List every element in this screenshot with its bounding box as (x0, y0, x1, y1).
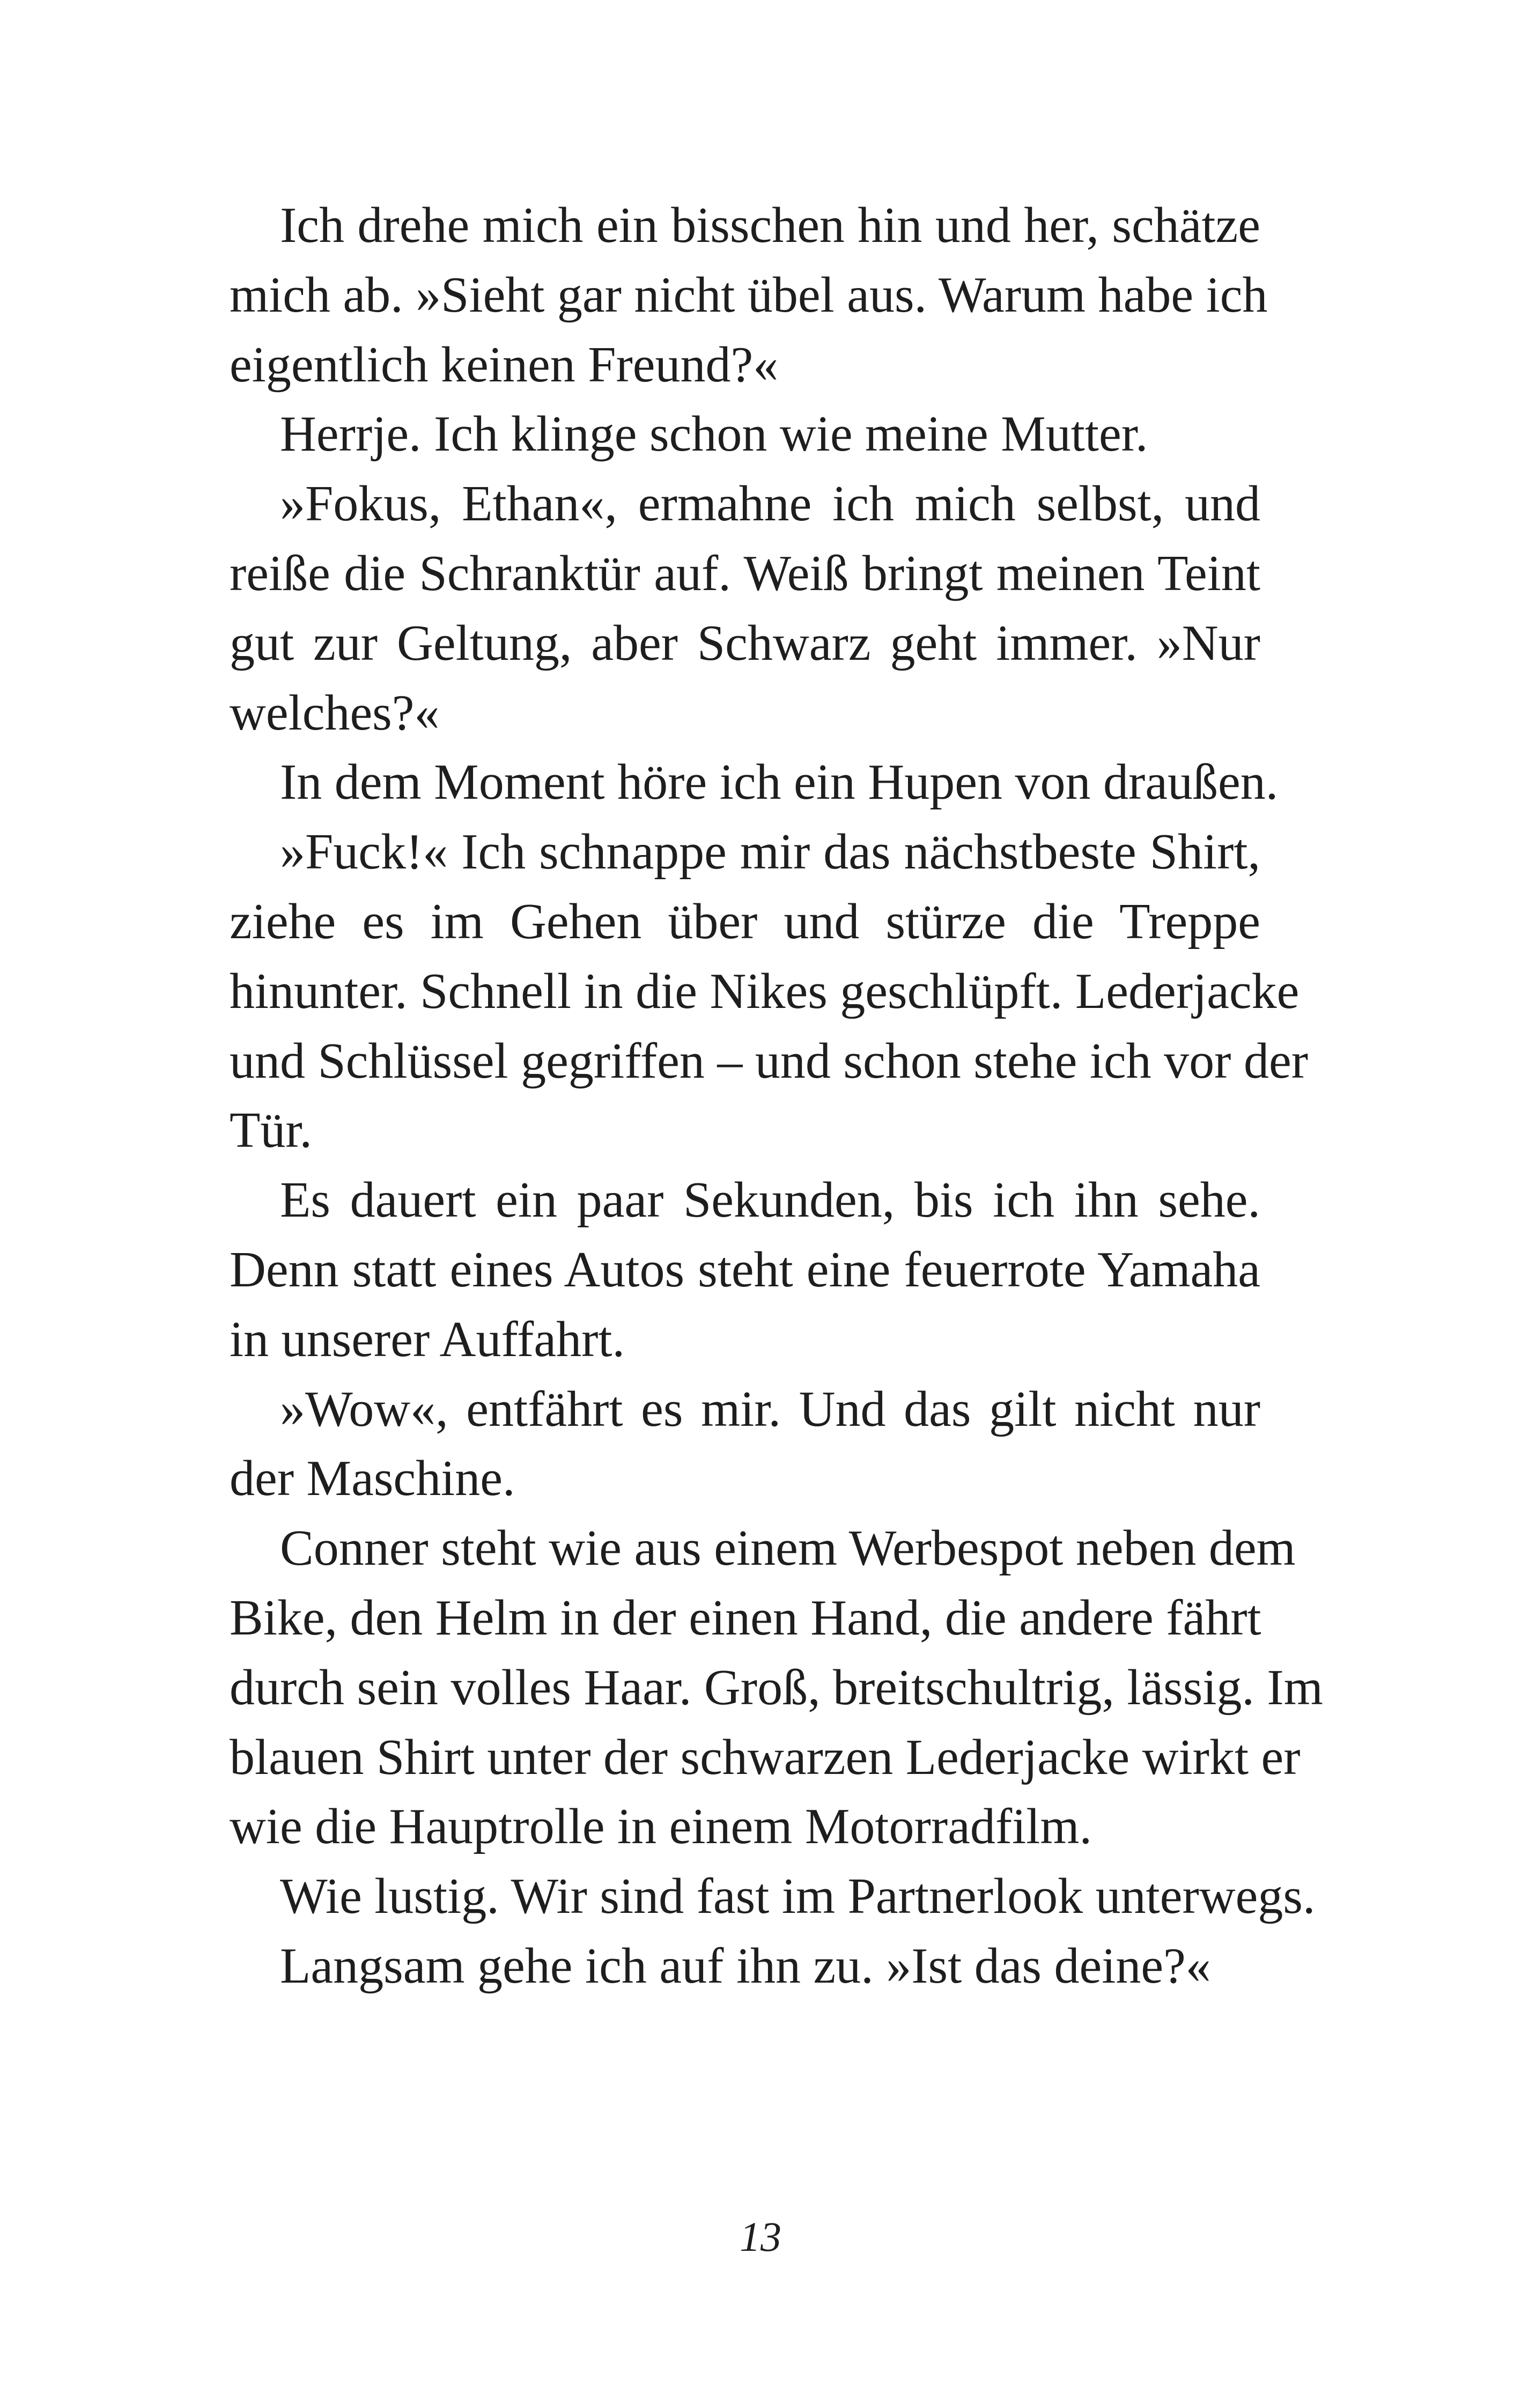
text-line: »Fokus, Ethan«, ermahne ich mich selbst, und (280, 476, 1260, 532)
text-line: Wie lustig. Wir sind fast im Partnerlook unterwegs. (280, 1868, 1316, 1925)
text-line: reiße die Schranktür auf. Weiß bringt meinen Teint (230, 545, 1260, 601)
text-line: blauen Shirt unter der schwarzen Lederjacke wirkt er (230, 1729, 1301, 1785)
text-line: durch sein volles Haar. Groß, breitschultrig, lässig. Im (230, 1659, 1323, 1715)
text-line: »Wow«, entfährt es mir. Und das gilt nicht nur (280, 1381, 1260, 1437)
text-line: Tür. (230, 1102, 313, 1159)
text-line: eigentlich keinen Freund?« (230, 336, 779, 393)
text-line: Ich drehe mich ein bisschen hin und her, schätze (280, 197, 1260, 253)
text-line: gut zur Geltung, aber Schwarz geht immer. »Nur (230, 615, 1260, 671)
text-line: Herrje. Ich klinge schon wie meine Mutter. (280, 406, 1148, 462)
text-line: In dem Moment höre ich ein Hupen von draußen. (280, 754, 1279, 811)
body-text (230, 191, 1323, 2001)
text-line: Es dauert ein paar Sekunden, bis ich ihn sehe. (280, 1172, 1260, 1228)
text-line: in unserer Auffahrt. (230, 1311, 625, 1367)
text-line: mich ab. »Sieht gar nicht übel aus. Warum habe ich (230, 267, 1268, 323)
text-line: Langsam gehe ich auf ihn zu. »Ist das deine?« (280, 1938, 1211, 1994)
text-line: welches?« (230, 684, 440, 741)
text-line: und Schlüssel gegriffen – und schon stehe ich vor der (230, 1033, 1308, 1089)
text-line: Denn statt eines Autos steht eine feuerrote Yamaha (230, 1241, 1260, 1298)
text-line: Bike, den Helm in der einen Hand, die andere fährt (230, 1589, 1261, 1646)
text-line: der Maschine. (230, 1450, 515, 1507)
text-line: wie die Hauptrolle in einem Motorradfilm. (230, 1799, 1092, 1855)
text-line: hinunter. Schnell in die Nikes geschlüpft. Lederjacke (230, 963, 1300, 1019)
page-number: 13 (740, 2213, 781, 2260)
text-line: »Fuck!« Ich schnappe mir das nächstbeste Shirt, (280, 824, 1260, 880)
text-line: Conner steht wie aus einem Werbespot neben dem (280, 1520, 1296, 1577)
text-line: ziehe es im Gehen über und stürze die Treppe (230, 893, 1260, 949)
